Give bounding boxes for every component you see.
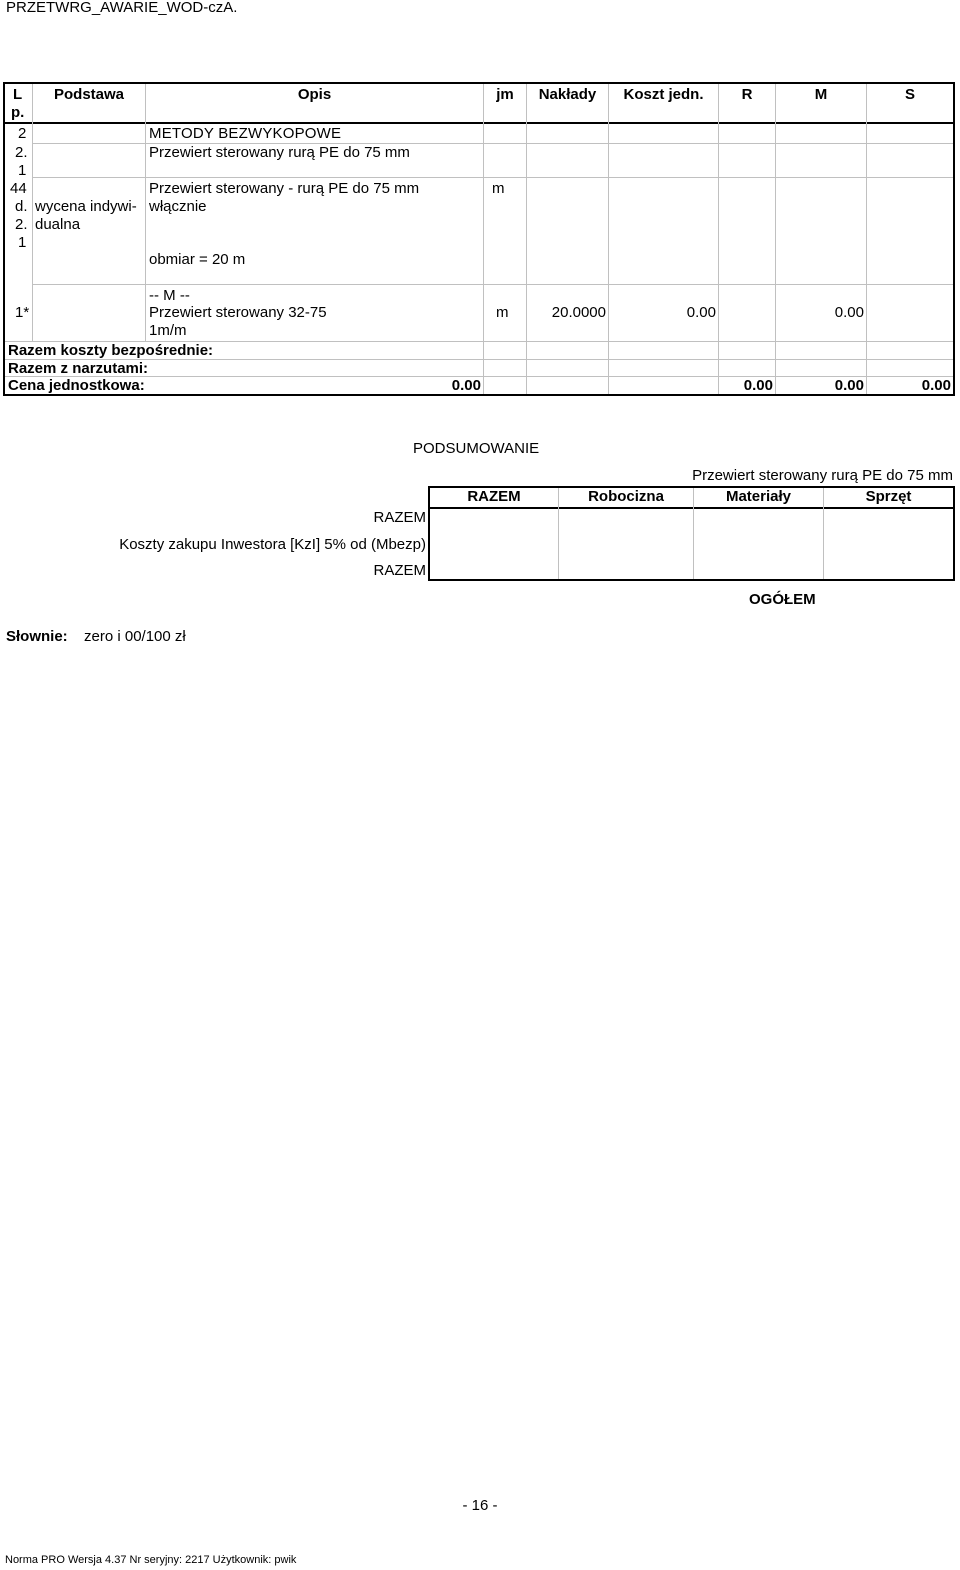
column-header-podstawa: Podstawa bbox=[53, 86, 125, 103]
subsection-number-cont: 1 bbox=[18, 162, 27, 179]
resource-unit-cost: 0.00 bbox=[686, 304, 716, 321]
unit-price-m: 0.00 bbox=[834, 377, 864, 394]
position-basis-line: dualna bbox=[35, 216, 81, 233]
resource-norm: 1m/m bbox=[149, 322, 187, 339]
amount-in-words-value: zero i 00/100 zł bbox=[84, 628, 186, 645]
column-header-opis: Opis bbox=[297, 86, 332, 103]
summary-column-razem: RAZEM bbox=[467, 488, 521, 505]
unit-price-value: 0.00 bbox=[451, 377, 481, 394]
resource-lp: 1* bbox=[15, 304, 30, 321]
column-header-r: R bbox=[741, 86, 753, 103]
unit-price-s: 0.00 bbox=[921, 377, 951, 394]
summary-column-labor: Robocizna bbox=[588, 488, 664, 505]
column-header-lp-cont: p. bbox=[11, 104, 25, 121]
position-description-line: włącznie bbox=[149, 198, 207, 215]
summary-column-materials: Materiały bbox=[725, 488, 792, 505]
column-header-m: M bbox=[814, 86, 828, 103]
column-header-lp: L bbox=[13, 86, 23, 103]
resource-quantity: 20.0000 bbox=[551, 304, 606, 321]
position-lp-line: 1 bbox=[18, 234, 27, 251]
position-lp-line: 44 bbox=[10, 180, 27, 197]
position-description-line: Przewiert sterowany - rurą PE do 75 mm bbox=[149, 180, 420, 197]
summary-row-investor-purchase-costs: Koszty zakupu Inwestora [KzI] 5% od (Mbezp) bbox=[119, 536, 426, 553]
summary-row-razem-total: RAZEM bbox=[373, 562, 426, 579]
column-header-naklady: Nakłady bbox=[538, 86, 597, 103]
summary-row-razem: RAZEM bbox=[373, 509, 426, 526]
position-basis-line: wycena indywi- bbox=[35, 198, 137, 215]
software-footer: Norma PRO Wersja 4.37 Nr seryjny: 2217 Użytkownik: pwik bbox=[5, 1554, 297, 1566]
resource-group: -- M -- bbox=[149, 287, 190, 304]
page-number: - 16 - bbox=[462, 1497, 498, 1514]
summary-subtitle: Przewiert sterowany rurą PE do 75 mm bbox=[692, 467, 953, 484]
resource-materials-cost: 0.00 bbox=[834, 304, 864, 321]
resource-name: Przewiert sterowany 32-75 bbox=[149, 304, 327, 321]
section-number: 2 bbox=[18, 125, 27, 142]
summary-grand-total-label: OGÓŁEM bbox=[749, 591, 816, 608]
position-quantity: obmiar = 20 m bbox=[149, 251, 246, 268]
amount-in-words-label: Słownie: bbox=[6, 628, 68, 645]
column-header-koszt-jedn: Koszt jedn. bbox=[623, 86, 704, 103]
unit-price-label: Cena jednostkowa: bbox=[8, 377, 145, 394]
direct-costs-label: Razem koszty bezpośrednie: bbox=[8, 342, 214, 359]
column-header-s: S bbox=[904, 86, 915, 103]
position-unit: m bbox=[492, 180, 505, 197]
position-lp-line: d. bbox=[15, 198, 28, 215]
column-header-jm: jm bbox=[496, 86, 514, 103]
position-lp-line: 2. bbox=[15, 216, 28, 233]
summary-column-equipment: Sprzęt bbox=[865, 488, 912, 505]
unit-price-r: 0.00 bbox=[743, 377, 773, 394]
summary-title: PODSUMOWANIE bbox=[413, 440, 540, 457]
document-title: PRZETWRG_AWARIE_WOD-czA. bbox=[6, 0, 238, 16]
section-title: METODY BEZWYKOPOWE bbox=[149, 125, 342, 142]
costs-with-markup-label: Razem z narzutami: bbox=[8, 360, 149, 377]
resource-unit: m bbox=[496, 304, 509, 321]
subsection-title: Przewiert sterowany rurą PE do 75 mm bbox=[149, 144, 410, 161]
subsection-number: 2. bbox=[15, 144, 28, 161]
